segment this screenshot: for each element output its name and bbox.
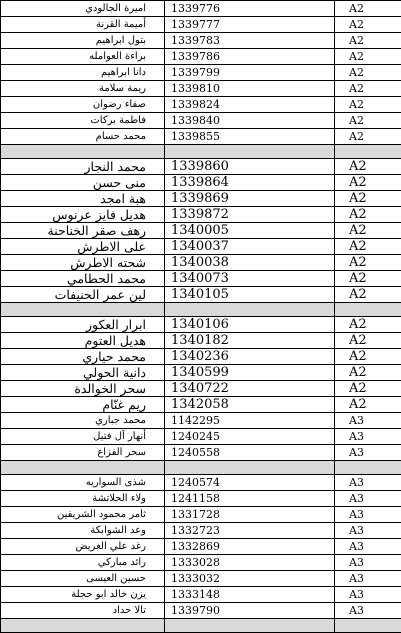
level-code-cell: A2 [335,381,401,397]
table-row [1,97,401,113]
student-id-cell: 1339786 [165,49,335,65]
student-id-cell: 1339810 [165,81,335,97]
student-id-cell: 1340073 [165,271,335,287]
student-name-cell: شحته الاطرش [1,255,165,271]
student-name-cell: تالا حداد [1,603,165,619]
table-row [1,287,401,303]
student-id-cell: 1332869 [165,539,335,555]
student-id-cell: 1240245 [165,429,335,445]
student-id-cell: 1340038 [165,255,335,271]
separator-cell [1,145,165,159]
student-table-body [1,1,401,633]
student-name-cell: اميرة الجالودي [1,1,165,17]
student-name-cell: أنهار آل فتيل [1,429,165,445]
student-name-cell: فاطمة بركات [1,113,165,129]
student-id-cell: 1339790 [165,603,335,619]
student-name-cell: محمد حسام [1,129,165,145]
student-id-cell: 1240574 [165,475,335,491]
student-id-cell: 1340599 [165,365,335,381]
table-row [1,65,401,81]
table-row [1,271,401,287]
table-row [1,333,401,349]
student-id-cell: 1340722 [165,381,335,397]
student-name-cell: لين عمر الحنيفات [1,287,165,303]
student-name-cell: رهف صقر الخناحنة [1,223,165,239]
level-code-cell: A2 [335,239,401,255]
student-id-cell: 1241158 [165,491,335,507]
group-separator-row [1,619,401,633]
table-row [1,413,401,429]
student-name-cell: بتول ابراهيم [1,33,165,49]
student-id-cell: 1339872 [165,207,335,223]
student-id-cell: 1332723 [165,523,335,539]
separator-cell [1,303,165,317]
student-id-cell: 1339776 [165,1,335,17]
level-code-cell: A2 [335,17,401,33]
table-row [1,1,401,17]
student-id-cell: 1339799 [165,65,335,81]
level-code-cell: A2 [335,33,401,49]
student-id-cell: 1340105 [165,287,335,303]
table-row [1,507,401,523]
table-row [1,255,401,271]
level-code-cell: A2 [335,349,401,365]
table-row [1,445,401,461]
student-name-cell: رغد علي الغريض [1,539,165,555]
separator-cell [165,303,335,317]
student-name-cell: ابرار العكور [1,317,165,333]
student-id-cell: 1333148 [165,587,335,603]
separator-cell [1,619,165,633]
student-id-cell: 1333032 [165,571,335,587]
table-row [1,191,401,207]
table-row [1,239,401,255]
level-code-cell: A2 [335,49,401,65]
table-row [1,49,401,65]
student-name-cell: أميمة القرنة [1,17,165,33]
level-code-cell: A2 [335,175,401,191]
student-id-cell: 1339855 [165,129,335,145]
student-name-cell: حسين العيسى [1,571,165,587]
table-row [1,523,401,539]
level-code-cell: A2 [335,333,401,349]
level-code-cell: A3 [335,555,401,571]
table-row [1,571,401,587]
level-code-cell: A2 [335,271,401,287]
student-name-cell: سحر الفزاع [1,445,165,461]
student-name-cell: ريم غنّام [1,397,165,413]
level-code-cell: A3 [335,539,401,555]
level-code-cell: A2 [335,207,401,223]
student-id-cell: 1339869 [165,191,335,207]
student-name-cell: وعد الشوابكة [1,523,165,539]
student-id-cell: 1339783 [165,33,335,49]
student-name-cell: محمد النجار [1,159,165,175]
student-name-cell: محمد الحطامي [1,271,165,287]
separator-cell [335,619,401,633]
table-row [1,317,401,333]
level-code-cell: A2 [335,223,401,239]
group-separator-row [1,145,401,159]
table-row [1,175,401,191]
student-id-cell: 1240558 [165,445,335,461]
table-row [1,397,401,413]
group-separator-row [1,461,401,475]
level-code-cell: A2 [335,129,401,145]
level-code-cell: A2 [335,81,401,97]
student-id-cell: 1333028 [165,555,335,571]
student-id-cell: 1342058 [165,397,335,413]
student-id-cell: 1142295 [165,413,335,429]
level-code-cell: A2 [335,1,401,17]
table-row [1,381,401,397]
table-row [1,587,401,603]
student-name-cell: براءة العوامله [1,49,165,65]
table-row [1,475,401,491]
level-code-cell: A3 [335,445,401,461]
table-row [1,113,401,129]
level-code-cell: A2 [335,191,401,207]
student-id-cell: 1339824 [165,97,335,113]
student-name-cell: سحر الخوالدة [1,381,165,397]
table-row [1,81,401,97]
student-name-cell: على الاطرش [1,239,165,255]
student-id-cell: 1340037 [165,239,335,255]
level-code-cell: A3 [335,523,401,539]
table-row [1,129,401,145]
student-id-cell: 1340106 [165,317,335,333]
table-row [1,365,401,381]
table-row [1,491,401,507]
level-code-cell: A3 [335,413,401,429]
level-code-cell: A2 [335,255,401,271]
student-id-cell: 1339864 [165,175,335,191]
separator-cell [335,303,401,317]
level-code-cell: A2 [335,317,401,333]
table-row [1,159,401,175]
student-name-cell: ريمة سلامة [1,81,165,97]
table-row [1,223,401,239]
student-name-cell: محمد حياري [1,349,165,365]
student-name-cell: منى حسن [1,175,165,191]
group-separator-row [1,303,401,317]
table-row [1,207,401,223]
table-row [1,429,401,445]
table-row [1,539,401,555]
student-name-cell: دانا ابراهيم [1,65,165,81]
student-id-cell: 1331728 [165,507,335,523]
student-id-cell: 1340236 [165,349,335,365]
level-code-cell: A2 [335,287,401,303]
student-name-cell: هديل فايز عرنوس [1,207,165,223]
level-code-cell: A2 [335,113,401,129]
separator-cell [165,461,335,475]
student-id-cell: 1339777 [165,17,335,33]
table-row [1,33,401,49]
level-code-cell: A3 [335,475,401,491]
student-name-cell: ثامر محمود الشريفين [1,507,165,523]
student-id-cell: 1340005 [165,223,335,239]
level-code-cell: A3 [335,429,401,445]
student-name-cell: شذى السواريه [1,475,165,491]
student-id-cell: 1340182 [165,333,335,349]
student-name-cell: يزن خالد ابو حجلة [1,587,165,603]
level-code-cell: A3 [335,571,401,587]
student-name-cell: ولاء الحلاتشة [1,491,165,507]
separator-cell [335,145,401,159]
student-name-cell: رائد مباركي [1,555,165,571]
level-code-cell: A2 [335,65,401,81]
level-code-cell: A2 [335,159,401,175]
separator-cell [1,461,165,475]
separator-cell [165,619,335,633]
student-name-cell: صفاء رضوان [1,97,165,113]
level-code-cell: A3 [335,507,401,523]
level-code-cell: A3 [335,491,401,507]
student-name-cell: هبة امجد [1,191,165,207]
student-name-cell: محمد جباري [1,413,165,429]
level-code-cell: A2 [335,365,401,381]
separator-cell [165,145,335,159]
student-name-cell: هديل العتوم [1,333,165,349]
level-code-cell: A2 [335,97,401,113]
table-row [1,349,401,365]
table-row [1,17,401,33]
separator-cell [335,461,401,475]
level-code-cell: A3 [335,587,401,603]
level-code-cell: A3 [335,603,401,619]
level-code-cell: A2 [335,397,401,413]
student-id-cell: 1339860 [165,159,335,175]
student-name-cell: دانية الحولي [1,365,165,381]
student-id-cell: 1339840 [165,113,335,129]
table-row [1,555,401,571]
